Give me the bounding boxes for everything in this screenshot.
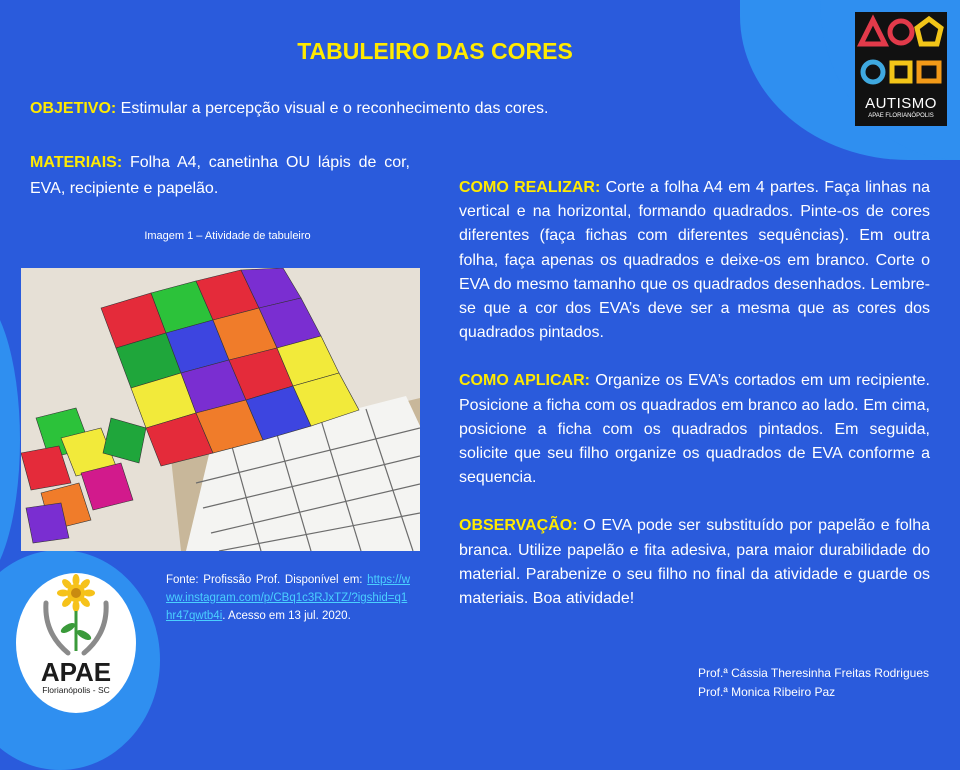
observation-text: O EVA pode ser substituído por papelão e folha branca. Utilize papelão e fita adesiva, para maior durabilidade do material. Parabenize o seu filho no final da atividade e guarde os materiais. Boa atividade! — [459, 517, 930, 608]
objective-text: Estimular a percepção visual e o reconhecimento das cores. — [116, 100, 549, 117]
decorative-blob-left — [0, 290, 20, 590]
apae-logo — [16, 573, 136, 713]
materials-text: Folha A4, canetinha OU lápis de cor, EVA, recipiente e papelão. — [30, 154, 410, 197]
credits — [698, 664, 929, 702]
autismo-logo-word: AUTISMO — [865, 95, 937, 112]
source-suffix: . Acesso em 13 jul. 2020. — [222, 610, 351, 622]
credit-line: Prof.ª Monica Ribeiro Paz — [698, 685, 836, 699]
observation-label: OBSERVAÇÃO: — [459, 517, 578, 535]
apae-flower-hands-icon — [16, 573, 136, 657]
how-to-apply-text: Organize os EVA’s cortados em um recipiente. Posicione a ficha com os quadrados em branco ao lado. Em cima, posicione a ficha com os quadrados pintados. Em seguida, solicite que seu filho organize os quadrados de EVA conforme a sequencia. — [459, 372, 931, 487]
activity-board-photo — [21, 268, 420, 551]
materials-label: MATERIAIS: — [30, 154, 123, 171]
objective-label: OBJETIVO: — [30, 100, 117, 117]
page-title: TABULEIRO DAS CORES — [297, 38, 573, 64]
instructions-column — [459, 176, 930, 635]
objective-paragraph — [30, 100, 548, 118]
autismo-logo-subtitle: APAE FLORIANÓPOLIS — [868, 113, 934, 119]
observation-paragraph — [459, 514, 930, 611]
how-to-do-label: COMO REALIZAR: — [459, 179, 601, 196]
how-to-do-text: Corte a folha A4 em 4 partes. Faça linhas na vertical e na horizontal, formando quadrados. Pinte-os de cores diferentes (faça fichas com diferentes sequências). Em outra folha, faça apenas os quadrados e deixe-os em branco. Corte o EVA do mesmo tamanho que os quadrados desenhados. Lembre-se que a cor dos EVA’s deve ser a mesma que as cores dos quadrados pintados. — [459, 179, 930, 342]
credit-line: Prof.ª Cássia Theresinha Freitas Rodrigues — [698, 666, 929, 680]
source-link[interactable]: https://www.instagram.com/p/CBq1c3RJxTZ/?igshid=q1hr47qwtb4i — [166, 574, 410, 622]
autismo-shapes-icon — [855, 12, 947, 92]
apae-logo-subtitle: Florianópolis - SC — [42, 685, 110, 695]
source-prefix: Fonte: Profissão Prof. Disponível em: — [166, 574, 368, 586]
materials-paragraph — [30, 150, 410, 202]
image-source — [166, 571, 410, 625]
autismo-logo — [855, 12, 947, 126]
activity-board-illustration — [21, 268, 420, 551]
apae-logo-word: APAE — [40, 657, 112, 687]
how-to-apply-label: COMO APLICAR: — [459, 372, 590, 390]
how-to-do-paragraph — [459, 176, 930, 345]
how-to-apply-paragraph — [459, 369, 930, 490]
image-caption: Imagem 1 – Atividade de tabuleiro — [144, 230, 311, 242]
